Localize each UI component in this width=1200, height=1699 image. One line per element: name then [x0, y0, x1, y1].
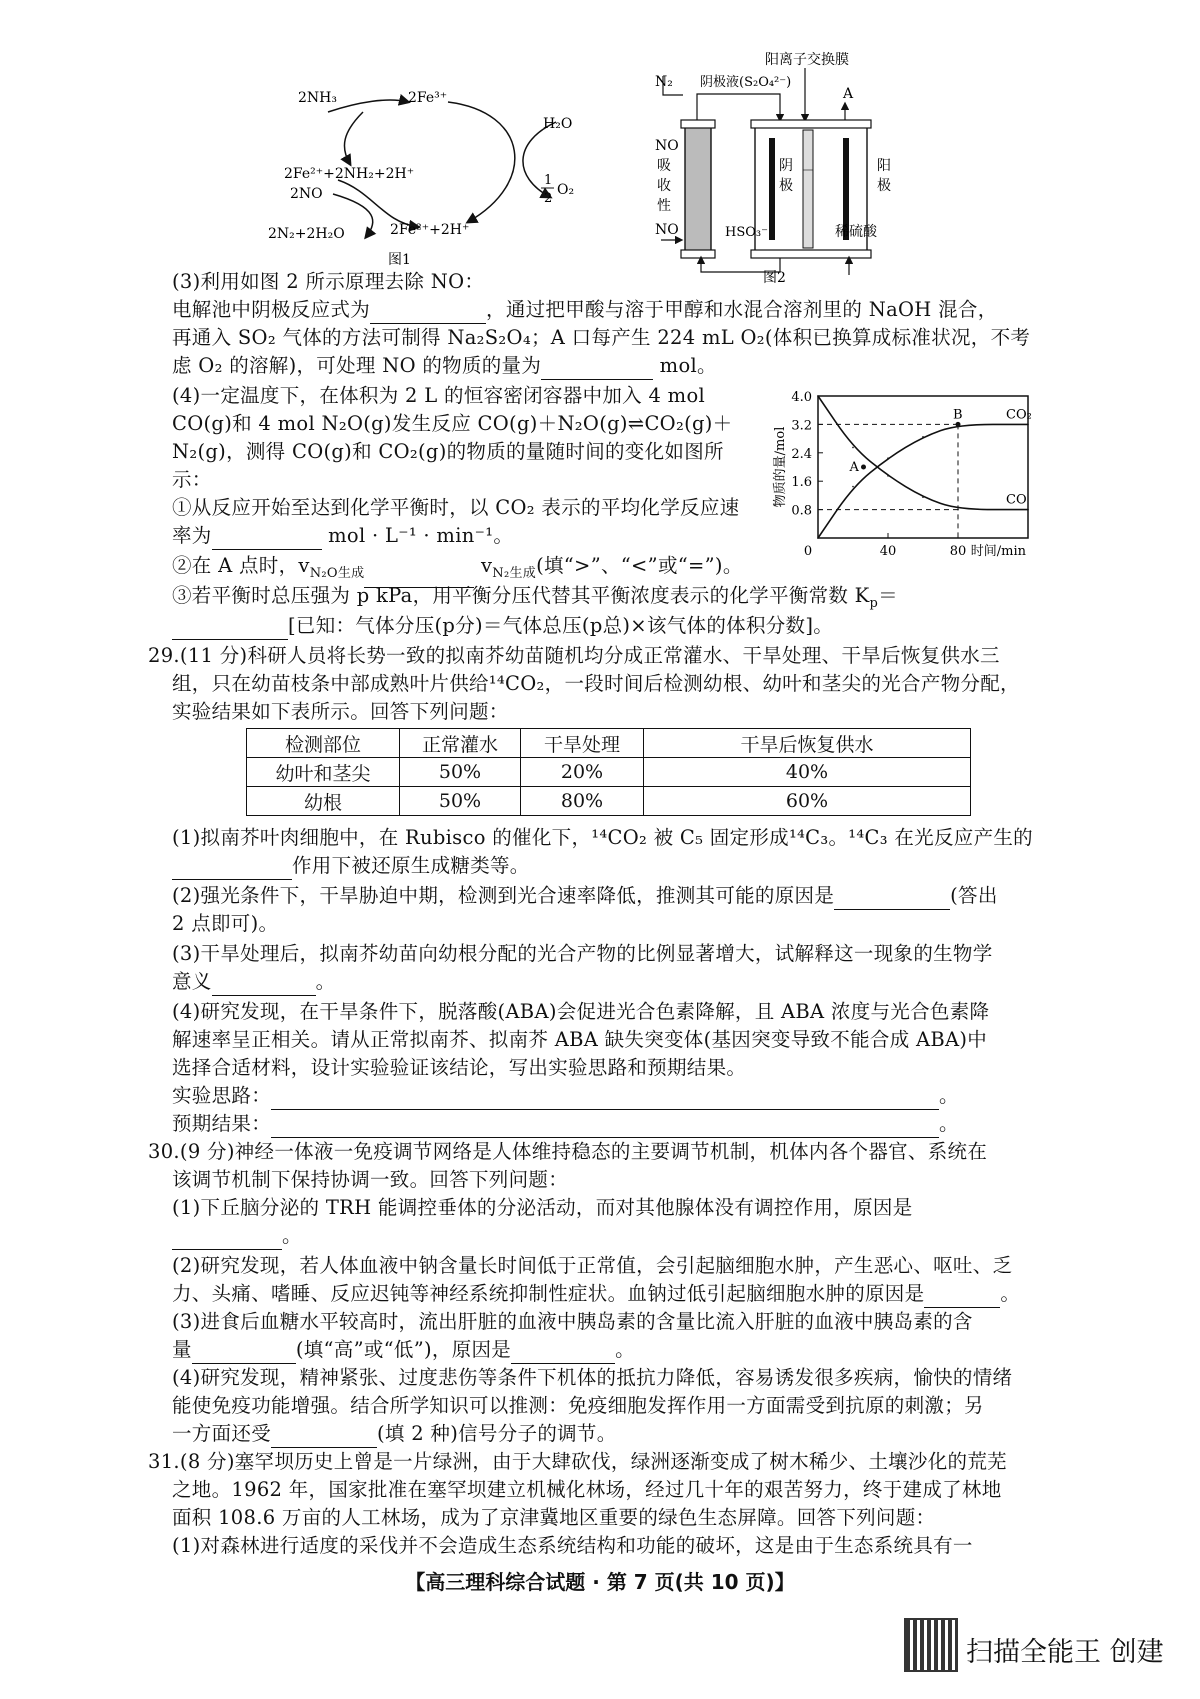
answer-blank-kp[interactable]	[172, 619, 288, 640]
fig2-acid: 稀硫酸	[835, 224, 877, 240]
y-tick-label: 0.8	[791, 503, 812, 519]
q30-s3c: (填“高”或“低”)，原因是	[295, 1338, 512, 1361]
cycle-arc-nh3	[344, 112, 363, 164]
page-footer: 【高三理科综合试题 · 第 7 页(共 10 页)】	[405, 1570, 795, 1594]
origin-label: 0	[803, 544, 813, 559]
q28-p3-line1	[172, 296, 998, 324]
q30-s2c: 。	[1000, 1282, 1021, 1305]
q29-s4-line2: 解速率呈正相关。请从正常拟南芥、拟南芥 ABA 缺失突变体(基因突变导致不能合成 ABA)中	[172, 1028, 988, 1051]
answer-blank-29-idea[interactable]	[271, 1089, 939, 1110]
table-row	[247, 787, 971, 816]
q29-s4-idea	[172, 1082, 959, 1110]
cycle-arc-right	[448, 102, 515, 222]
q29-s1b: 作用下被还原生成糖类等。	[292, 854, 530, 877]
fig1-o2: O₂	[557, 182, 575, 198]
q28-p4-s3a: ③若平衡时总压强为 p kPa，用平衡分压代替其平衡浓度表示的化学平衡常数 K	[172, 584, 870, 607]
q28-p4-s3sub: p	[869, 595, 879, 611]
q29-s4d: 实验思路：	[172, 1084, 272, 1107]
q29-s2a: (2)强光条件下，干旱胁迫中期，检测到光合速率降低，推测其可能的原因是	[172, 884, 835, 907]
q31-line1: 31.(8 分)塞罕坝历史上曾是一片绿洲，由于大肆砍伐，绿洲逐渐变成了树木稀少、土壤沙化的荒芜	[148, 1450, 1007, 1473]
answer-blank-29-2[interactable]	[834, 889, 950, 910]
fig1-n2-h2o: 2N₂+2H₂O	[268, 226, 345, 242]
q30-s2-line2	[172, 1280, 1020, 1308]
answer-blank-30-2[interactable]	[924, 1287, 1000, 1308]
fig2-absorber-bottom	[681, 250, 715, 258]
y-axis-label: 物质的量/mol	[773, 426, 788, 508]
data-point	[922, 496, 924, 498]
q28-p4-s1-line1: ①从反应开始至达到化学平衡时，以 CO₂ 表示的平均化学反应速	[172, 496, 740, 519]
data-point	[817, 395, 819, 397]
table-header: 干旱后恢复供水	[644, 729, 971, 758]
cycle-arc-left	[328, 100, 408, 112]
fig1-fe2-nh2: 2Fe²⁺+2NH₂+2H⁺	[284, 166, 415, 182]
y-tick-label: 4.0	[791, 390, 812, 405]
q30-s4c: 一方面还受	[172, 1422, 272, 1445]
fig1-fe2-h: 2Fe²⁺+2H⁺	[390, 222, 470, 238]
fig2-a-port: A	[843, 86, 854, 102]
q28-p4-line3: N₂(g)，测得 CO(g)和 CO₂(g)的物质的量随时间的变化如图所	[172, 440, 724, 463]
q29-s1-line1: (1)拟南芥叶肉细胞中，在 Rubisco 的催化下，¹⁴CO₂ 被 C₅ 固定形成¹⁴C₃。¹⁴C₃ 在光反应产生的	[172, 826, 1033, 849]
fig2-catholyte-pipe	[697, 94, 780, 120]
series-label: CO	[1006, 492, 1027, 508]
data-point	[817, 537, 819, 539]
q30-s1-line1: (1)下丘脑分泌的 TRH 能调控垂体的分泌活动，而对其他腺体没有调控作用，原因是	[172, 1196, 913, 1219]
q28-p4-s1-line2	[172, 522, 513, 550]
q30-s1-line2	[172, 1222, 302, 1250]
fig2-absorber-top	[681, 120, 715, 128]
results-table	[246, 728, 971, 816]
fig1-2no: 2NO	[290, 186, 323, 202]
figure-2	[655, 50, 905, 286]
table-cell: 60%	[644, 787, 971, 816]
table-cell: 40%	[644, 758, 971, 787]
y-tick-label: 3.2	[791, 418, 812, 434]
q30-s4-line2: 能使免疫功能增强。结合所学知识可以推测：免疫细胞发挥作用一方面需受到抗原的刺激；另	[172, 1394, 984, 1417]
table-header: 正常灌水	[400, 729, 521, 758]
fig2-anode-c1: 阳	[877, 158, 891, 174]
q28-p4-s3-line2	[172, 612, 833, 640]
data-point	[922, 436, 924, 438]
figure-1	[268, 72, 648, 282]
fig2-membrane-label: 阳离子交换膜	[765, 52, 849, 68]
cycle-arc-bottom	[338, 180, 418, 227]
answer-blank-29-1[interactable]	[172, 859, 292, 880]
fig2-cathode-c2: 极	[779, 178, 793, 194]
q30-s3b: 量	[172, 1338, 192, 1361]
q28-p4-s2a: ②在 A 点时，v	[172, 554, 310, 577]
fig1-fe3: 2Fe³⁺	[408, 90, 448, 106]
q28-p3-l1a: 电解池中阴极反应式为	[172, 298, 371, 321]
q29-s4-period2: 。	[939, 1112, 959, 1135]
q29-s4e: 预期结果：	[172, 1112, 272, 1135]
q28-p4-line1: (4)一定温度下，在体积为 2 L 的恒容密闭容器中加入 4 mol	[172, 384, 706, 407]
q28-p4-s2sub1: N₂O生成	[309, 565, 365, 581]
fig2-n2: N₂	[655, 74, 673, 90]
qr-code-icon	[904, 1618, 958, 1672]
q29-s4-result	[172, 1110, 959, 1138]
series-label: CO₂	[1006, 407, 1032, 423]
q29-s1-line2	[172, 852, 530, 880]
q28-p3-l3a: 虑 O₂ 的溶解)，可处理 NO 的物质的量为	[172, 354, 542, 377]
q30-s3d: 。	[615, 1338, 635, 1361]
q28-p3-l1b: ，通过把甲酸与溶于甲醇和水混合溶剂里的 NaOH 混合，	[486, 298, 998, 321]
table-header: 检测部位	[247, 729, 400, 758]
scanner-watermark: 扫描全能王 创建	[966, 1637, 1164, 1668]
q31-line2: 之地。1962 年，国家批准在塞罕坝建立机械化林场，经过几十年的艰苦努力，终于建成了林地	[172, 1478, 1002, 1501]
q29-line1: 29.(11 分)科研人员将长势一致的拟南芥幼苗随机均分成正常灌水、干旱处理、干旱后恢复供水三	[148, 644, 1000, 667]
co-co2-chart	[768, 388, 1038, 568]
answer-blank-30-1[interactable]	[172, 1229, 282, 1250]
q30-s3-line1: (3)进食后血糖水平较高时，流出肝脏的血液中胰岛素的含量比流入肝脏的血液中胰岛素的含	[172, 1310, 973, 1333]
fig2-absorber-c3: 性	[657, 198, 671, 214]
data-point	[887, 457, 889, 459]
q28-p4-line2: CO(g)和 4 mol N₂O(g)发生反应 CO(g)＋N₂O(g)⇌CO₂(g)＋	[172, 412, 733, 435]
table-cell: 幼根	[247, 787, 400, 816]
q31-line3: 面积 108.6 万亩的人工林场，成为了京津冀地区重要的绿色生态屏障。回答下列问题：	[172, 1506, 936, 1529]
q29-s3-line1: (3)干旱处理后，拟南芥幼苗向幼根分配的光合产物的比例显著增大，试解释这一现象的生物学	[172, 942, 993, 965]
table-cell: 20%	[521, 758, 644, 787]
q28-p4-line4: 示：	[172, 468, 212, 491]
x-tick-label: 40	[879, 544, 897, 559]
y-tick-label: 1.6	[791, 475, 812, 491]
q29-line3: 实验结果如下表所示。回答下列问题：	[172, 700, 509, 723]
q30-s4-line3	[172, 1420, 617, 1448]
fig2-cell-top	[751, 120, 871, 128]
x-tick-label: 80	[949, 544, 967, 559]
q30-line2: 该调节机制下保持协调一致。回答下列问题：	[172, 1168, 569, 1191]
q28-p3-line3	[172, 352, 717, 380]
q29-line2: 组，只在幼苗枝条中部成熟叶片供给¹⁴CO₂，一段时间后检测幼根、幼叶和茎尖的光合产物分配，	[172, 672, 1020, 695]
q28-p3-head: (3)利用如图 2 所示原理去除 NO：	[172, 270, 485, 293]
q31-s1: (1)对森林进行适度的采伐并不会造成生态系统结构和功能的破坏，这是由于生态系统具有一	[172, 1534, 973, 1557]
q28-p4-s2c: (填“>”、“<”或“=”)。	[536, 554, 743, 577]
fig2-hso3: HSO₃⁻	[725, 225, 768, 240]
table-cell: 80%	[521, 787, 644, 816]
q29-s2-line2: 2 点即可)。	[172, 912, 279, 935]
data-point	[887, 475, 889, 477]
fig1-h2o: H₂O	[543, 116, 573, 132]
q28-p4-s2sub2: N₂生成	[492, 565, 537, 581]
q29-s2b: (答出	[950, 884, 998, 907]
q28-p4-s2b: v	[480, 554, 493, 577]
q29-s3b: 意义	[172, 970, 212, 993]
fig1-half-den: 2	[544, 191, 553, 206]
point-a-label: A	[849, 460, 859, 475]
data-point	[1027, 509, 1029, 511]
point-b-label: B	[953, 407, 963, 423]
q28-p4-s3b: ＝	[878, 584, 898, 607]
q30-line1: 30.(9 分)神经一体液一免疫调节网络是人体维持稳态的主要调节机制，机体内各个器官、系统在	[148, 1140, 988, 1163]
table-header-row	[247, 729, 971, 758]
q29-s2-line1	[172, 882, 998, 910]
q29-s4-line1: (4)研究发现，在干旱条件下，脱落酸(ABA)会促进光合色素降解，且 ABA 浓度与光合色素降	[172, 1000, 990, 1023]
answer-blank-30-3a[interactable]	[192, 1343, 296, 1364]
q28-p4-s3c: [已知：气体分压(p分)＝气体总压(p总)×该气体的体积分数]。	[288, 614, 834, 637]
q29-s4-line3: 选择合适材料，设计实验验证该结论，写出实验思路和预期结果。	[172, 1056, 747, 1079]
q30-s3-line2	[172, 1336, 635, 1364]
x-axis-label: 时间/min	[970, 544, 1026, 559]
q29-s3c: 。	[315, 970, 336, 993]
answer-blank-30-3b[interactable]	[511, 1343, 615, 1364]
q28-p3-line2: 再通入 SO₂ 气体的方法可制得 Na₂S₂O₄；A 口每产生 224 mL O₂(体积已换算成标准状况，不考	[172, 326, 1031, 349]
table-header: 干旱处理	[521, 729, 644, 758]
point-b	[956, 422, 961, 427]
answer-blank-cathode-eq[interactable]	[370, 303, 486, 324]
fig2-cell-bottom	[751, 250, 871, 258]
q28-p4-s1b: 率为	[172, 524, 212, 547]
data-point	[852, 486, 854, 488]
table-cell: 50%	[400, 787, 521, 816]
data-point	[852, 447, 854, 449]
data-point	[957, 509, 959, 511]
answer-blank-29-3[interactable]	[212, 975, 316, 996]
fig2-cathode-c1: 阴	[779, 158, 793, 174]
answer-blank-30-4[interactable]	[271, 1427, 377, 1448]
q29-s4-period1: 。	[939, 1084, 959, 1107]
table-cell: 幼叶和茎尖	[247, 758, 400, 787]
point-a	[861, 465, 866, 470]
q30-s1b: 。	[282, 1224, 302, 1247]
fig2-cathode-plate	[769, 138, 775, 240]
fig2-catholyte: 阴极液(S₂O₄²⁻)	[700, 75, 792, 90]
fig2-label: 图2	[763, 270, 786, 286]
data-point	[1027, 424, 1029, 426]
fig2-membrane	[803, 130, 813, 248]
q30-s2-line1: (2)研究发现，若人体血液中钠含量长时间低于正常值，会引起脑细胞水肿，产生恶心、呕吐、乏	[172, 1254, 1013, 1277]
fig2-absorber-c1: 吸	[657, 158, 671, 174]
fig2-absorber-tower	[685, 124, 711, 254]
fig2-no-in: NO	[655, 222, 679, 238]
answer-blank-rate[interactable]	[212, 529, 322, 550]
q28-p3-l3b: mol。	[659, 354, 717, 377]
y-tick-label: 2.4	[791, 446, 812, 462]
table-cell: 50%	[400, 758, 521, 787]
fig1-half-num: 1	[544, 173, 553, 188]
answer-blank-29-result[interactable]	[271, 1117, 939, 1138]
q30-s2b: 力、头痛、嗜睡、反应迟钝等神经系统抑制性症状。血钠过低引起脑细胞水肿的原因是	[172, 1282, 925, 1305]
fig1-label: 图1	[388, 252, 411, 268]
fig2-absorber-c2: 收	[657, 178, 671, 194]
fig1-nh3: 2NH₃	[298, 90, 337, 106]
q29-s3-line2	[172, 968, 335, 996]
fig2-anode-c2: 极	[877, 178, 891, 194]
q30-s4d: (填 2 种)信号分子的调节。	[377, 1422, 617, 1445]
q30-s4-line1: (4)研究发现，精神紧张、过度悲伤等条件下机体的抵抗力降低，容易诱发很多疾病，愉快的情绪	[172, 1366, 1013, 1389]
table-row	[247, 758, 971, 787]
fig2-absorber-no: NO	[655, 138, 679, 154]
q28-p4-s1c: mol · L⁻¹ · min⁻¹。	[328, 524, 514, 547]
answer-blank-no-amount[interactable]	[541, 359, 653, 380]
